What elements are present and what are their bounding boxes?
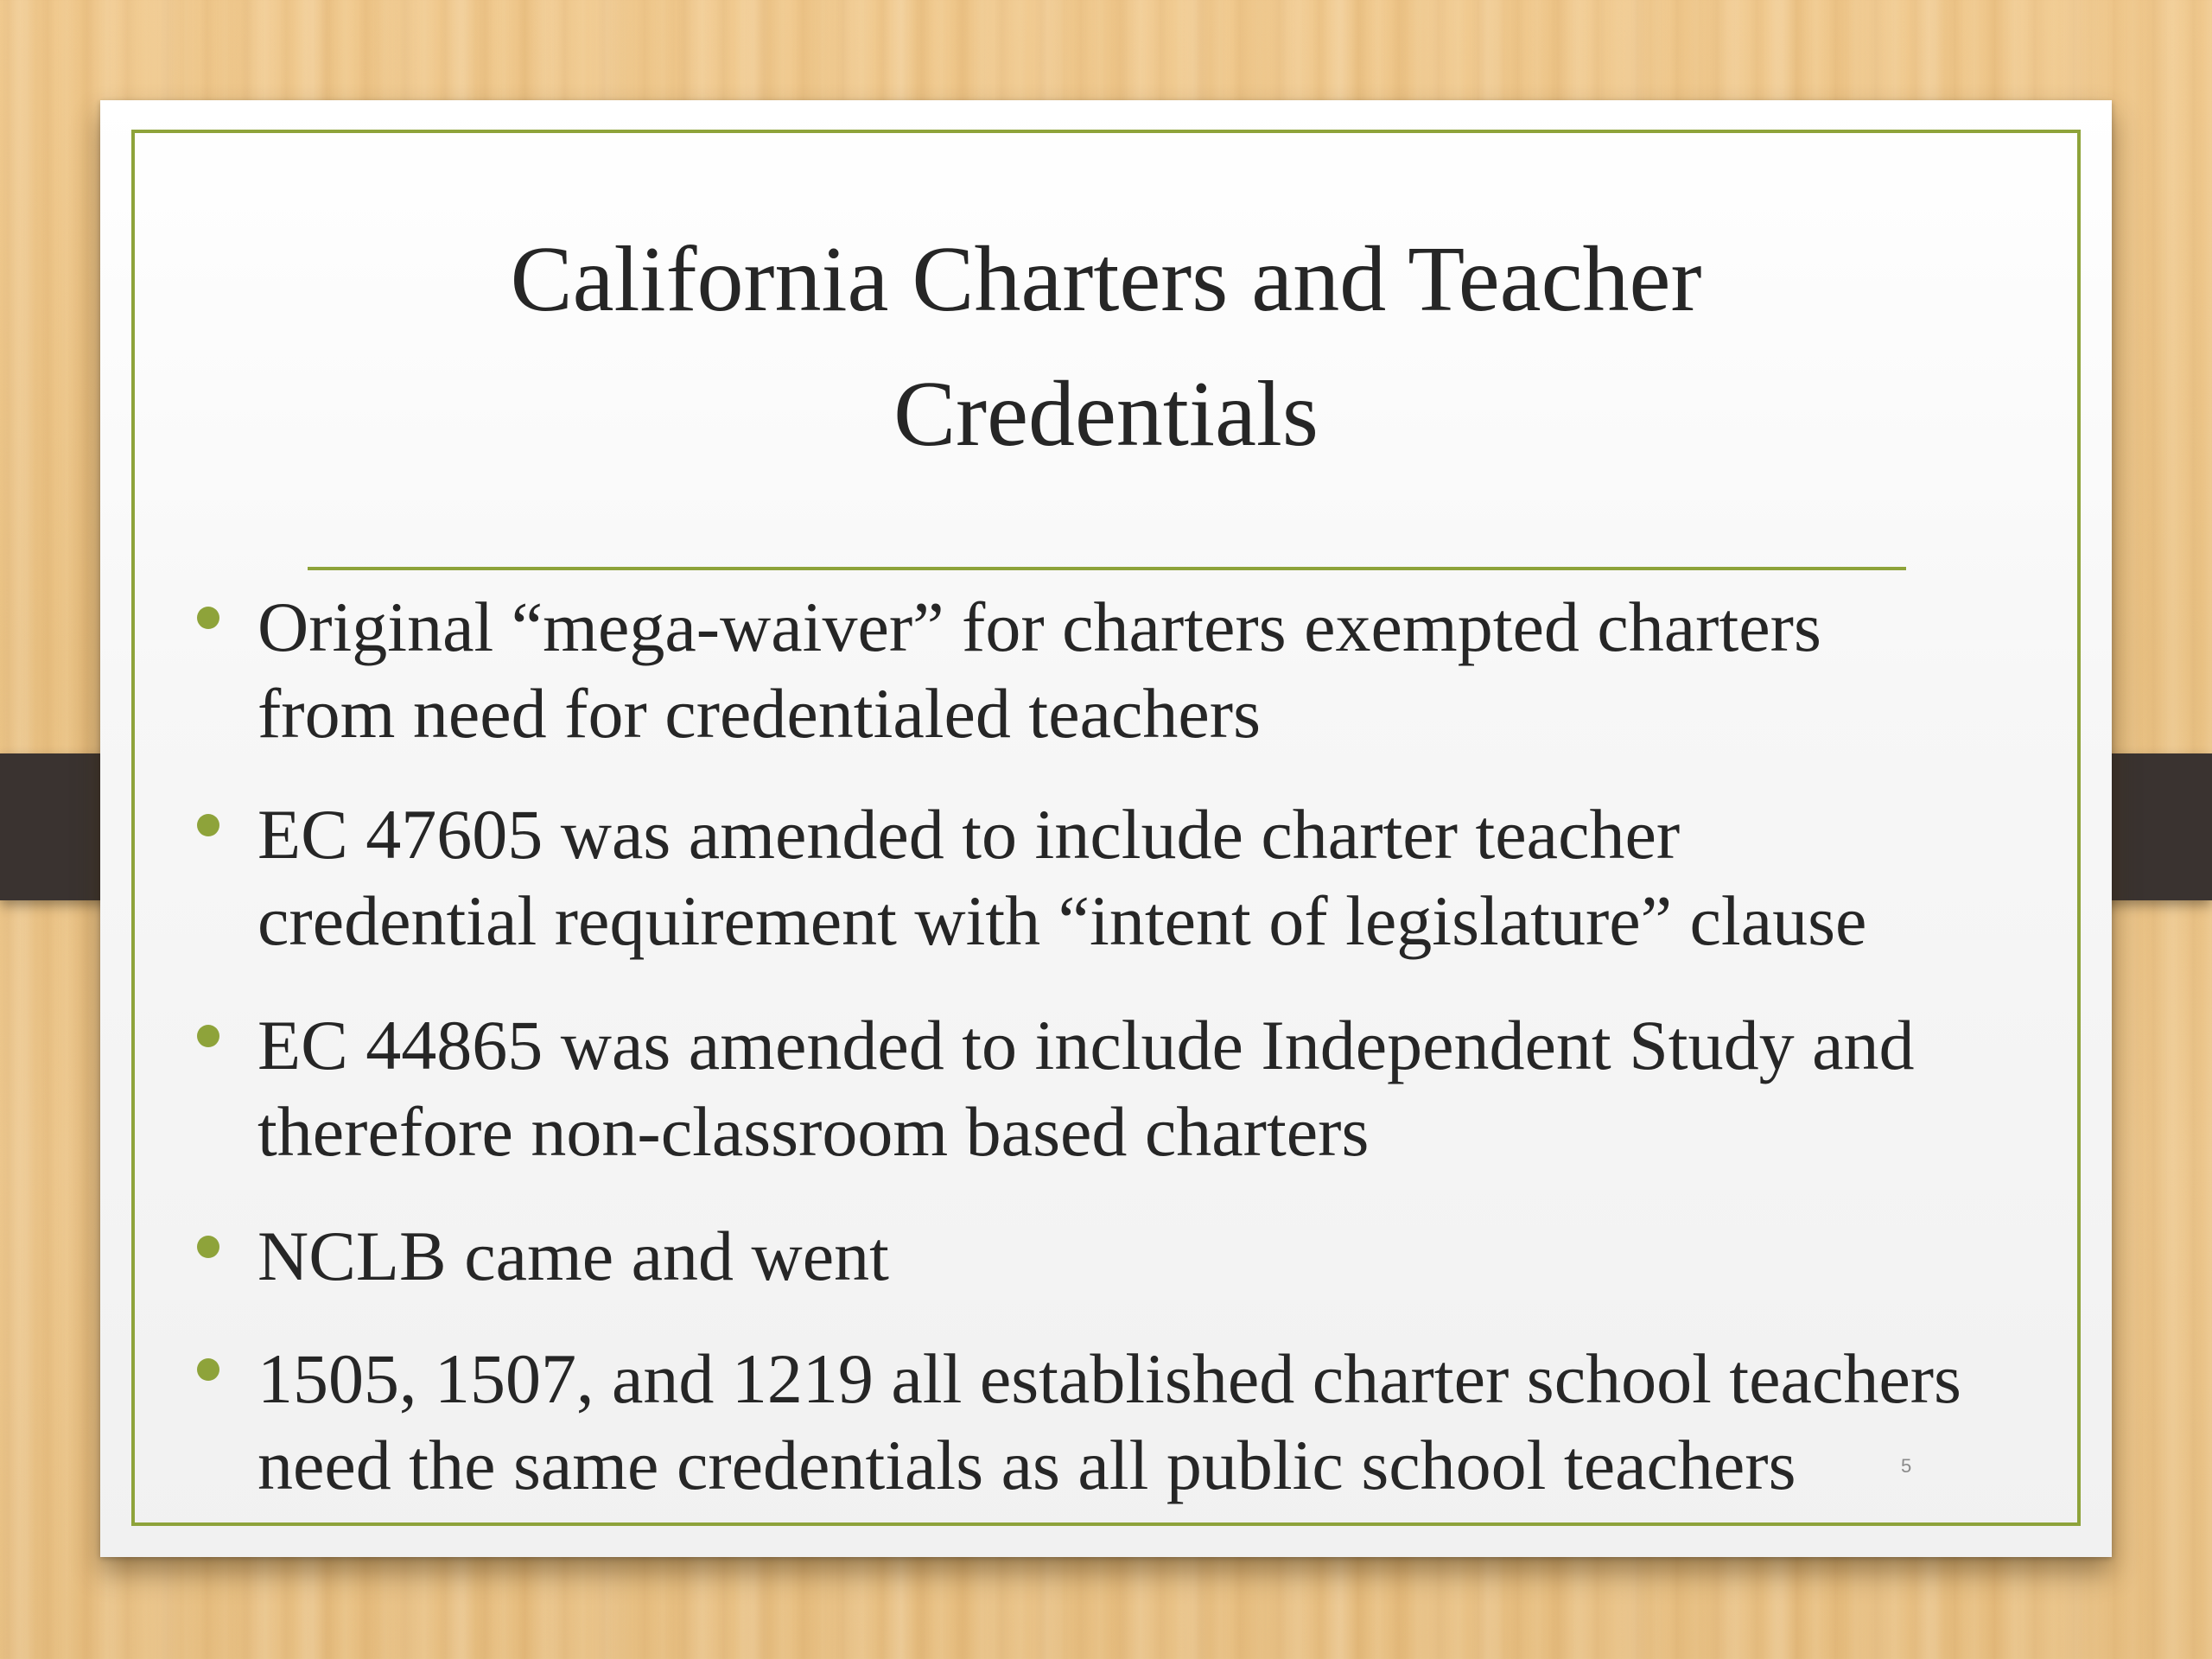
bullet-dot-icon [197,1358,219,1381]
bullet-item-1-line-2: from need for credentialed teachers [257,674,1262,753]
bullet-item-3 [257,1002,2212,1175]
bullet-dot-icon [197,1025,219,1047]
bullet-item-1 [257,584,2212,757]
bullet-item-5-line-2: need the same credentials as all public school teachers [257,1426,1796,1504]
bullet-list [100,100,2112,1557]
slide-title-line-1: California Charters and Teacher [510,228,1702,331]
bullet-dot-icon [197,1236,219,1258]
bullet-item-3-line-1: EC 44865 was amended to include Independent Study and [257,1006,1915,1084]
bullet-item-1-line-1: Original “mega-waiver” for charters exempted charters [257,588,1821,666]
bullet-item-3-line-2: therefore non-classroom based charters [257,1092,1370,1171]
bullet-item-4-line-1: NCLB came and went [257,1217,889,1295]
bullet-item-2-line-1: EC 47605 was amended to include charter teacher [257,795,1681,874]
bullet-item-2-line-2: credential requirement with “intent of legislature” clause [257,881,1867,960]
bullet-item-2 [257,791,2212,964]
slide-number: 5 [1901,1455,1912,1477]
bullet-dot-icon [197,814,219,836]
bullet-dot-icon [197,607,219,629]
slide [100,100,2112,1557]
bullet-item-4 [257,1213,2212,1300]
bullet-item-5-line-1: 1505, 1507, and 1219 all established charter school teachers [257,1339,1961,1418]
slide-title-line-2: Credentials [893,363,1319,466]
bullet-item-5 [257,1336,2212,1509]
